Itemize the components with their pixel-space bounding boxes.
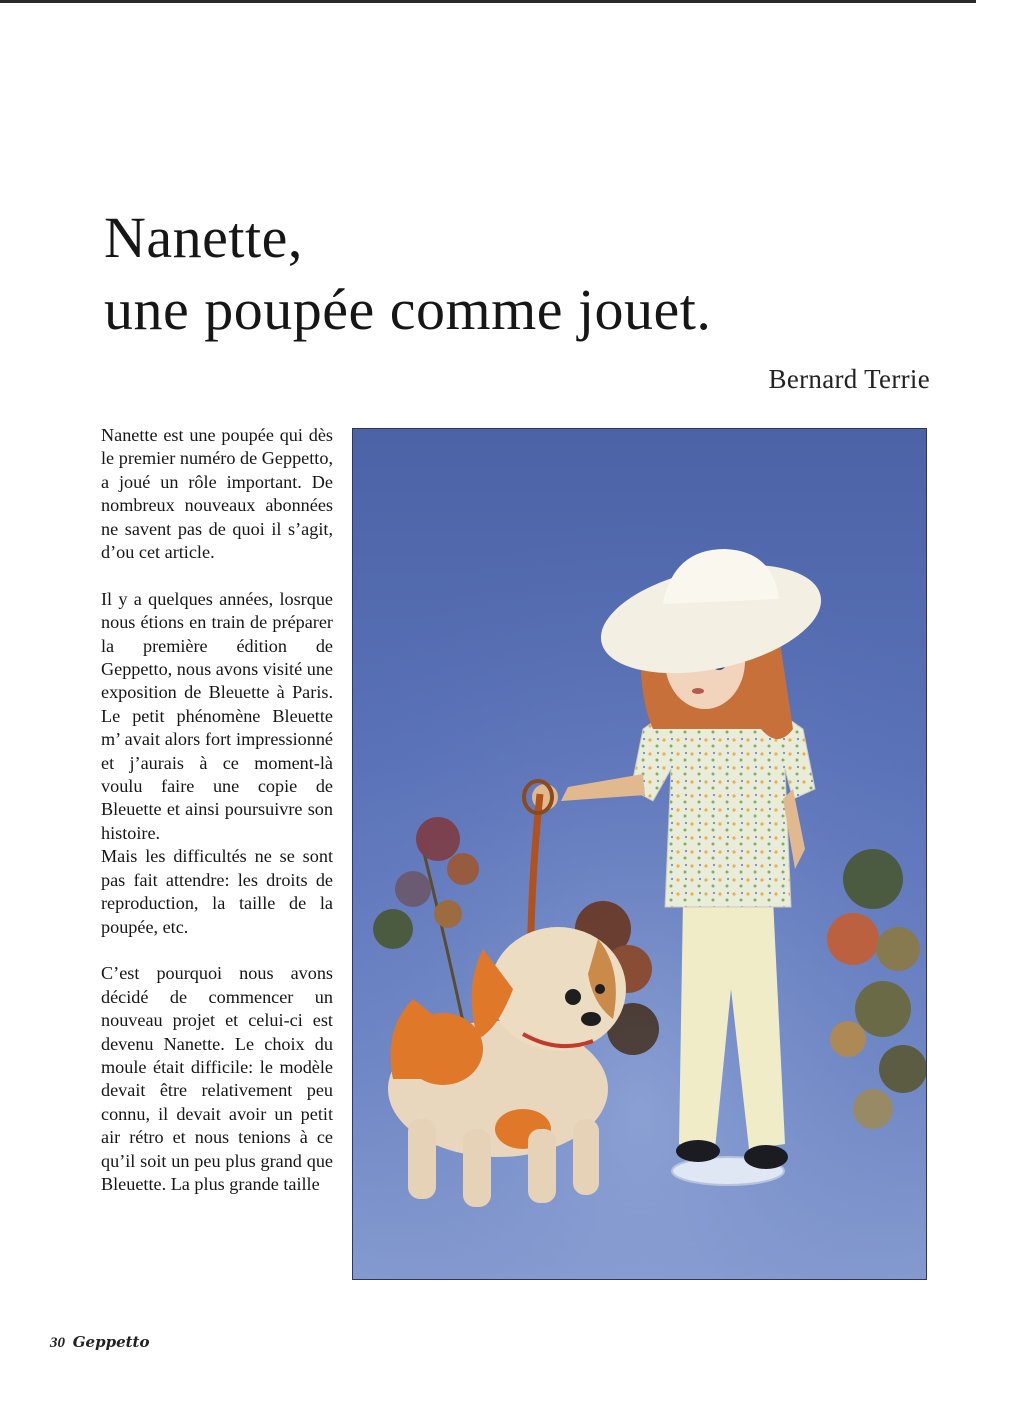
paragraph-4: C’est pourquoi nous avons décidé de commencer un nouveau projet et celui-ci est devenu Nanette. Le choix du moule était difficile: le modèle devait être relativement peu connu, il devait avoir un petit air rétro et nous tenions à ce qu’il soit un peu plus grand que Bleuette. La plus grande taille xyxy=(101,963,333,1194)
page-number: 30 xyxy=(50,1335,65,1351)
paragraph-2: Il y a quelques années, losrque nous étions en train de préparer la première édition de Geppetto, nous avons visité une exposition de Bleuette à Paris. Le petit phénomène Bleuette m’ avait alors fort impressionné et j’aurais à ce moment-là voulu faire une copie de Bleuette et ainsi poursuivre son histoire. xyxy=(101,588,333,843)
article-title xyxy=(104,202,711,346)
page-footer xyxy=(50,1333,150,1352)
paragraph-3: Mais les difficultés ne se sont pas fait attendre: les droits de reproduction, la taille de la poupée, etc. xyxy=(101,846,333,937)
paragraph-1: Nanette est une poupée qui dès le premier numéro de Geppetto, a joué un rôle important. De nombreux nouveaux abonnées ne savent pas de quoi il s’agit, d’ou cet article. xyxy=(101,425,333,563)
article-body xyxy=(101,424,333,1196)
doll-photo xyxy=(352,428,927,1280)
title-line-1: Nanette, xyxy=(104,205,303,270)
top-rule xyxy=(0,0,976,3)
magazine-name: Geppetto xyxy=(72,1333,150,1351)
doll-with-toy-dog-photo-icon xyxy=(353,429,927,1280)
author-byline: Bernard Terrie xyxy=(768,364,930,394)
title-line-2: une poupée comme jouet. xyxy=(104,277,712,342)
